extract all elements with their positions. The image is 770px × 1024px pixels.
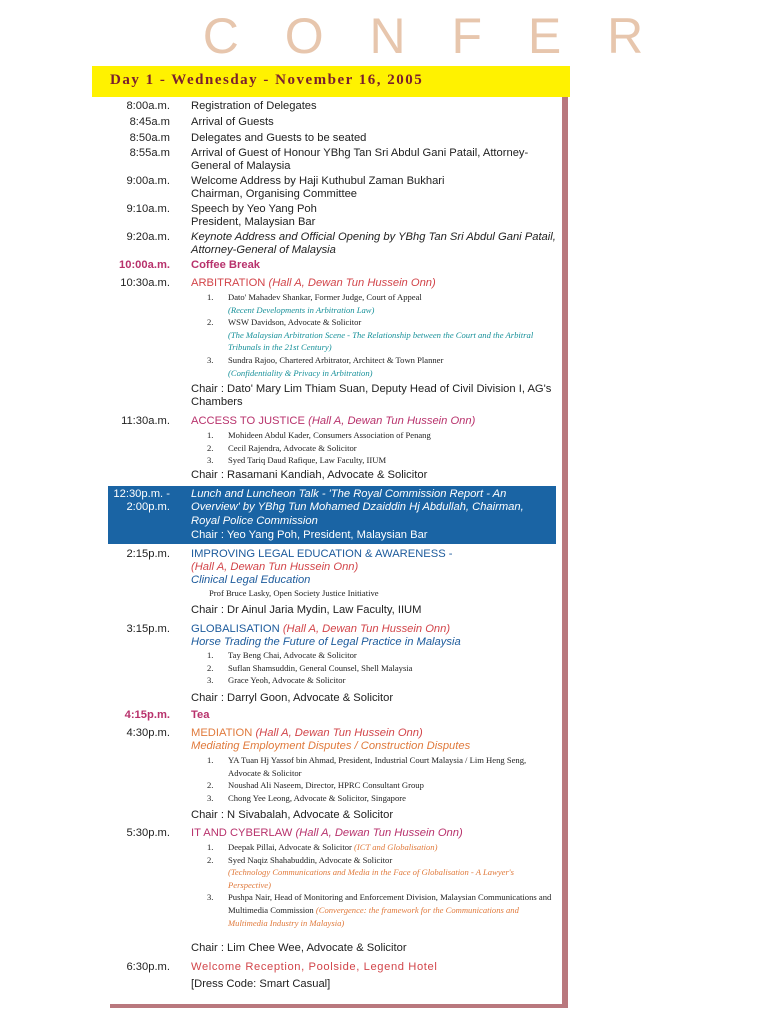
venue: (Hall A, Dewan Tun Hussein Onn) (295, 827, 463, 839)
speaker: Deepak Pillai, Advocate & Solicitor (228, 842, 352, 852)
chair: Chair : Darryl Goon, Advocate & Solicitor (191, 692, 394, 704)
item: Registration of Delegates (191, 100, 317, 112)
list-number: 1. (207, 842, 214, 852)
item: Welcome Address by Haji Kuthubul Zaman Bukhari Chairman, Organising Committee (191, 175, 445, 201)
list-item (203, 354, 553, 379)
chair: Chair : Yeo Yang Poh, President, Malaysian Bar (191, 529, 428, 541)
time: 6:30p.m. (126, 961, 170, 973)
speaker: Dato' Mahadev Shankar, Former Judge, Court of Appeal (228, 292, 422, 302)
topic: (Convergence: the framework for the Communications and Multimedia Industry in Malaysia) (228, 904, 519, 928)
time: 9:10a.m. (126, 203, 170, 215)
speaker: Grace Yeoh, Advocate & Solicitor (228, 675, 346, 686)
time: 10:00a.m. (119, 259, 170, 271)
time-end: 2:00p.m. (126, 501, 170, 513)
time: 9:20a.m. (126, 231, 170, 243)
item: Coffee Break (191, 259, 261, 271)
time: 11:30a.m. (121, 415, 170, 427)
list-item (203, 674, 553, 687)
speaker: YA Tuan Hj Yassof bin Ahmad, President, Industrial Court Malaysia / Lim Heng Seng, Advocate & Solicitor (228, 755, 527, 778)
list-number: 3. (207, 455, 214, 466)
session-heading (191, 727, 559, 740)
time-start: 12:30p.m. - (113, 488, 170, 500)
session-title: IMPROVING LEGAL EDUCATION & AWARENESS - (191, 548, 453, 560)
list-item (203, 442, 553, 455)
list-item: Prof Bruce Lasky, Open Society Justice Initiative (209, 588, 379, 598)
list-item (203, 429, 553, 442)
speaker-list (209, 587, 559, 600)
session-title: GLOBALISATION (191, 623, 280, 635)
item: Delegates and Guests to be seated (191, 132, 367, 144)
list-number: 2. (207, 780, 214, 791)
chair: Chair : Rasamani Kandiah, Advocate & Solicitor (191, 469, 428, 481)
speaker: Suflan Shamsuddin, General Counsel, Shell Malaysia (228, 662, 413, 673)
list-item (203, 891, 553, 929)
session-title: ACCESS TO JUSTICE (191, 415, 305, 427)
session-title: ARBITRATION (191, 277, 266, 289)
speaker: Pushpa Nair, Head of Monitoring and Enforcement Division, Malaysian Communications and Multimedia Commission (228, 892, 552, 915)
item: Lunch and Luncheon Talk - 'The Royal Commission Report - An Overview' by YBhg Tun Mohamed Dzaiddin Hj Abdullah, Chairman, Royal Police Commission (191, 488, 524, 527)
venue: (Hall A, Dewan Tun Hussein Onn) (255, 727, 423, 739)
session-title: IT AND CYBERLAW (191, 827, 293, 839)
time: 8:50a.m (129, 132, 170, 144)
dress-code: [Dress Code: Smart Casual] (191, 978, 331, 990)
time: 9:00a.m. (126, 175, 170, 187)
speaker: Syed Naqiz Shahabuddin, Advocate & Solicitor (228, 854, 393, 865)
list-item (203, 792, 553, 805)
item: Keynote Address and Official Opening by YBhg Tan Sri Abdul Gani Patail, Attorney-General of Malaysia (191, 231, 556, 257)
speaker: Chong Yee Leong, Advocate & Solicitor, Singapore (228, 792, 406, 803)
list-number: 3. (207, 675, 214, 686)
topic: (Recent Developments in Arbitration Law) (228, 304, 375, 315)
list-item (203, 854, 553, 892)
venue: (Hall A, Dewan Tun Hussein Onn) (308, 415, 476, 427)
right-rule (562, 97, 568, 1004)
list-item (203, 779, 553, 792)
item: Speech by Yeo Yang Poh President, Malaysian Bar (191, 203, 317, 229)
list-number: 2. (207, 662, 214, 673)
time: 8:00a.m. (126, 100, 170, 112)
list-item (203, 841, 553, 854)
time: 4:30p.m. (126, 727, 170, 739)
list-number: 2. (207, 317, 214, 328)
speaker: Cecil Rajendra, Advocate & Solicitor (228, 442, 357, 453)
list-item (203, 649, 553, 662)
item: Tea (191, 709, 210, 721)
list-number: 1. (207, 755, 214, 765)
speaker: Mohideen Abdul Kader, Consumers Association of Penang (228, 430, 431, 440)
list-number: 2. (207, 442, 214, 453)
list-number: 1. (207, 430, 214, 440)
list-number: 3. (207, 354, 214, 365)
session-subtitle: Horse Trading the Future of Legal Practice in Malaysia (191, 636, 461, 648)
item: Arrival of Guest of Honour YBhg Tan Sri Abdul Gani Patail, Attorney-General of Malaysia (191, 147, 529, 173)
chair: Chair : Dato' Mary Lim Thiam Suan, Deputy Head of Civil Division I, AG's Chambers (191, 383, 552, 409)
time: 3:15p.m. (126, 623, 170, 635)
list-number: 1. (207, 650, 214, 660)
speaker: WSW Davidson, Advocate & Solicitor (228, 317, 362, 328)
day-banner (92, 66, 570, 97)
speaker-list (203, 291, 553, 379)
session-heading (191, 827, 559, 840)
topic: (ICT and Globalisation) (354, 842, 438, 852)
list-number: 3. (207, 792, 214, 803)
item: Arrival of Guests (191, 116, 274, 128)
list-item (203, 662, 553, 675)
list-item (203, 291, 553, 316)
list-number: 3. (207, 892, 214, 903)
topic: (The Malaysian Arbitration Scene - The Relationship between the Court and the Arbitral Tribunals in the 21st Century) (228, 329, 534, 353)
venue: (Hall A, Dewan Tun Hussein Onn) (191, 561, 359, 573)
chair: Chair : Dr Ainul Jaria Mydin, Law Faculty, IIUM (191, 604, 422, 616)
time: 10:30a.m. (120, 277, 170, 289)
speaker-list (203, 841, 553, 929)
list-item (203, 754, 538, 779)
topic: (Confidentiality & Privacy in Arbitration) (228, 367, 373, 378)
time: 4:15p.m. (124, 709, 170, 721)
session-subtitle: Clinical Legal Education (191, 574, 311, 586)
session-heading (191, 277, 559, 290)
venue: (Hall A, Dewan Tun Hussein Onn) (282, 623, 451, 635)
speaker: Tay Beng Chai, Advocate & Solicitor (228, 650, 357, 660)
session-subtitle: Mediating Employment Disputes / Construction Disputes (191, 740, 471, 752)
item: Welcome Reception, Poolside, Legend Hotel (191, 961, 438, 973)
bottom-rule (110, 1004, 568, 1008)
day-label: Day 1 - Wednesday - November 16, 2005 (110, 72, 424, 88)
list-item (203, 454, 553, 467)
chair: Chair : N Sivabalah, Advocate & Solicitor (191, 809, 394, 821)
topic: (Technology Communications and Media in the Face of Globalisation - A Lawyer's Perspective) (228, 867, 514, 890)
speaker: Noushad Ali Naseem, Director, HPRC Consultant Group (228, 780, 424, 791)
chair: Chair : Lim Chee Wee, Advocate & Solicitor (191, 942, 407, 954)
time: 8:55a.m (129, 147, 170, 159)
time: 5:30p.m. (126, 827, 170, 839)
speaker: Syed Tariq Daud Rafique, Law Faculty, IIUM (228, 455, 387, 466)
venue: (Hall A, Dewan Tun Hussein Onn) (268, 277, 436, 289)
session-heading (191, 623, 559, 636)
session-heading (191, 415, 559, 428)
speaker-list (203, 429, 553, 467)
time: 8:45a.m (129, 116, 170, 128)
session-title: MEDIATION (191, 727, 253, 739)
page-title: C O N F E R (202, 8, 660, 64)
speaker-list (203, 649, 553, 687)
time: 2:15p.m. (126, 548, 170, 560)
list-number: 2. (207, 854, 214, 865)
list-item (203, 316, 553, 354)
speaker-list (203, 754, 553, 804)
list-number: 1. (207, 292, 214, 302)
speaker: Sundra Rajoo, Chartered Arbitrator, Architect & Town Planner (228, 354, 444, 365)
